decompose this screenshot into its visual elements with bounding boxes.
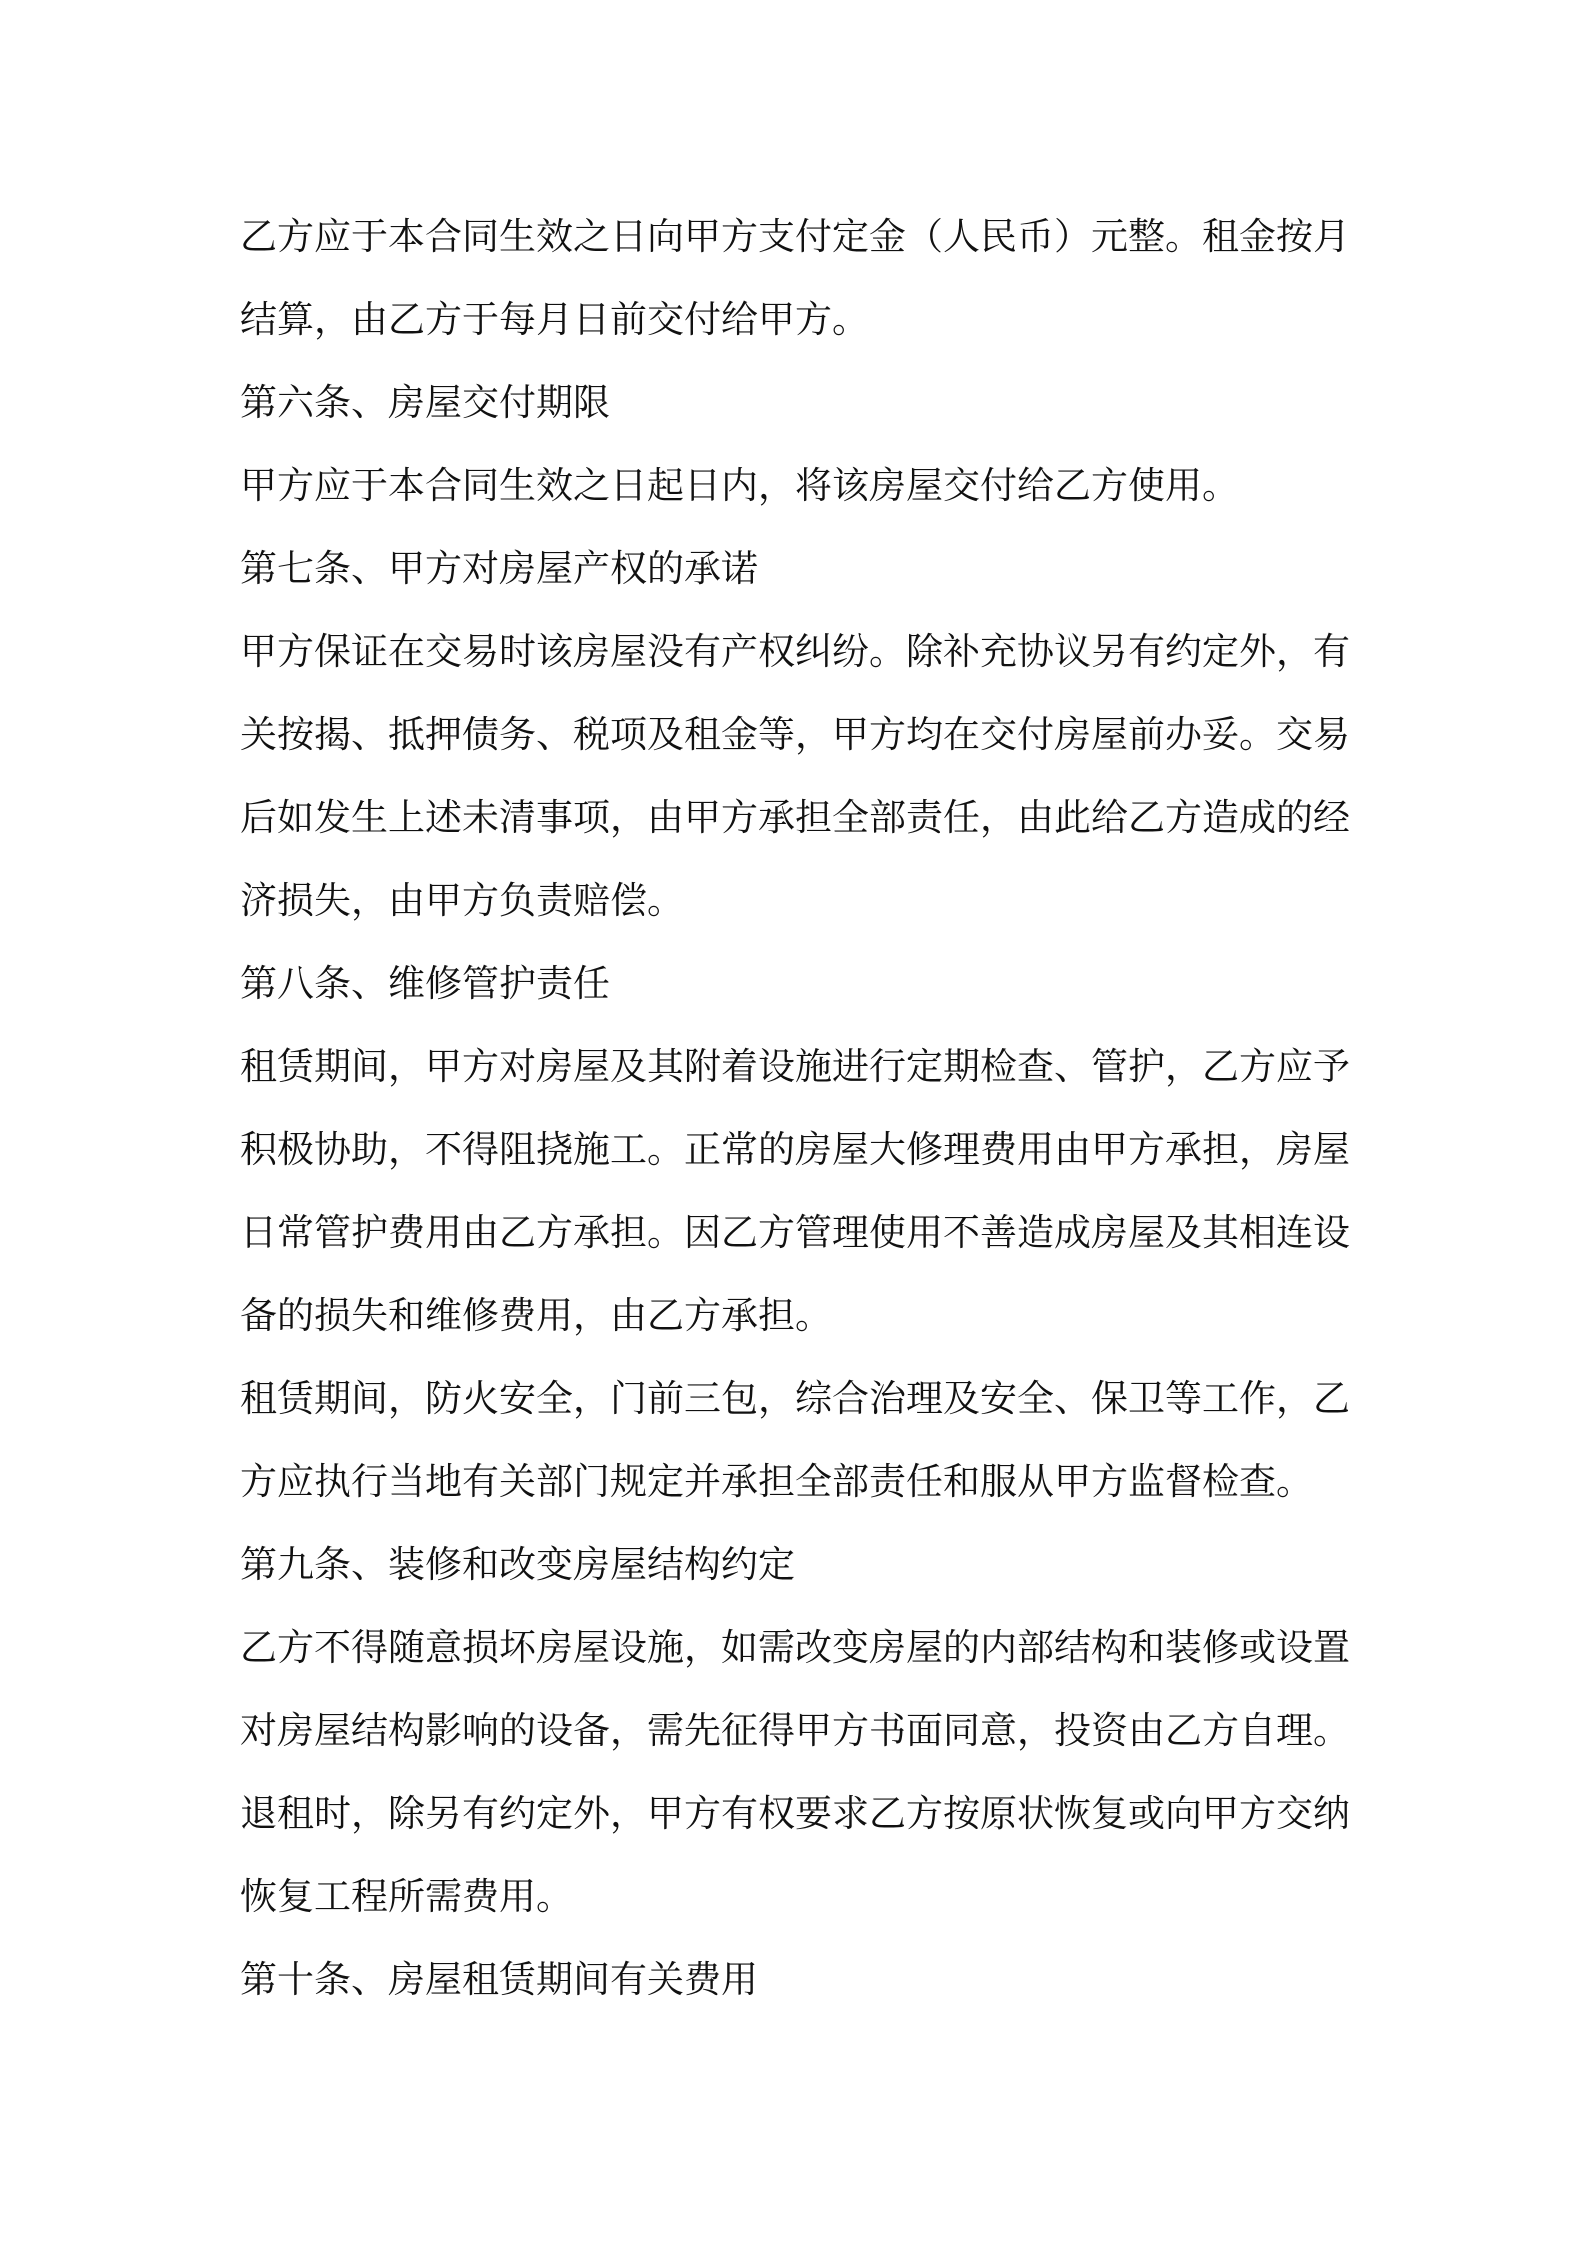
section-heading: 第六条、房屋交付期限 — [240, 381, 610, 424]
paragraph-line: 甲方应于本合同生效之日起日内，将该房屋交付给乙方使用。 — [240, 464, 1239, 507]
paragraph-line: 后如发生上述未清事项，由甲方承担全部责任，由此给乙方造成的经 — [240, 796, 1350, 839]
paragraph-line: 关按揭、抵押债务、税项及租金等，甲方均在交付房屋前办妥。交易 — [240, 713, 1350, 756]
paragraph-line: 备的损失和维修费用，由乙方承担。 — [240, 1294, 832, 1337]
paragraph-line: 甲方保证在交易时该房屋没有产权纠纷。除补充协议另有约定外，有 — [240, 630, 1350, 673]
section-heading: 第十条、房屋租赁期间有关费用 — [240, 1958, 758, 2001]
section-heading: 第八条、维修管护责任 — [240, 962, 610, 1005]
paragraph-line: 结算，由乙方于每月日前交付给甲方。 — [240, 298, 869, 341]
paragraph-line: 租赁期间，甲方对房屋及其附着设施进行定期检查、管护，乙方应予 — [240, 1045, 1350, 1088]
paragraph-line: 退租时，除另有约定外，甲方有权要求乙方按原状恢复或向甲方交纳 — [240, 1792, 1350, 1835]
document-body — [240, 195, 1370, 2021]
section-heading: 第七条、甲方对房屋产权的承诺 — [240, 547, 758, 590]
paragraph-line: 日常管护费用由乙方承担。因乙方管理使用不善造成房屋及其相连设 — [240, 1211, 1350, 1254]
paragraph-line: 济损失，由甲方负责赔偿。 — [240, 879, 684, 922]
paragraph-line: 方应执行当地有关部门规定并承担全部责任和服从甲方监督检查。 — [240, 1460, 1313, 1503]
paragraph-line: 积极协助，不得阻挠施工。正常的房屋大修理费用由甲方承担，房屋 — [240, 1128, 1350, 1171]
paragraph-line: 恢复工程所需费用。 — [240, 1875, 573, 1918]
paragraph-line: 租赁期间，防火安全，门前三包，综合治理及安全、保卫等工作，乙 — [240, 1377, 1350, 1420]
paragraph-line: 对房屋结构影响的设备，需先征得甲方书面同意，投资由乙方自理。 — [240, 1709, 1350, 1752]
section-heading: 第九条、装修和改变房屋结构约定 — [240, 1543, 795, 1586]
paragraph-line: 乙方应于本合同生效之日向甲方支付定金（人民币）元整。租金按月 — [240, 215, 1350, 258]
paragraph-line: 乙方不得随意损坏房屋设施，如需改变房屋的内部结构和装修或设置 — [240, 1626, 1350, 1669]
